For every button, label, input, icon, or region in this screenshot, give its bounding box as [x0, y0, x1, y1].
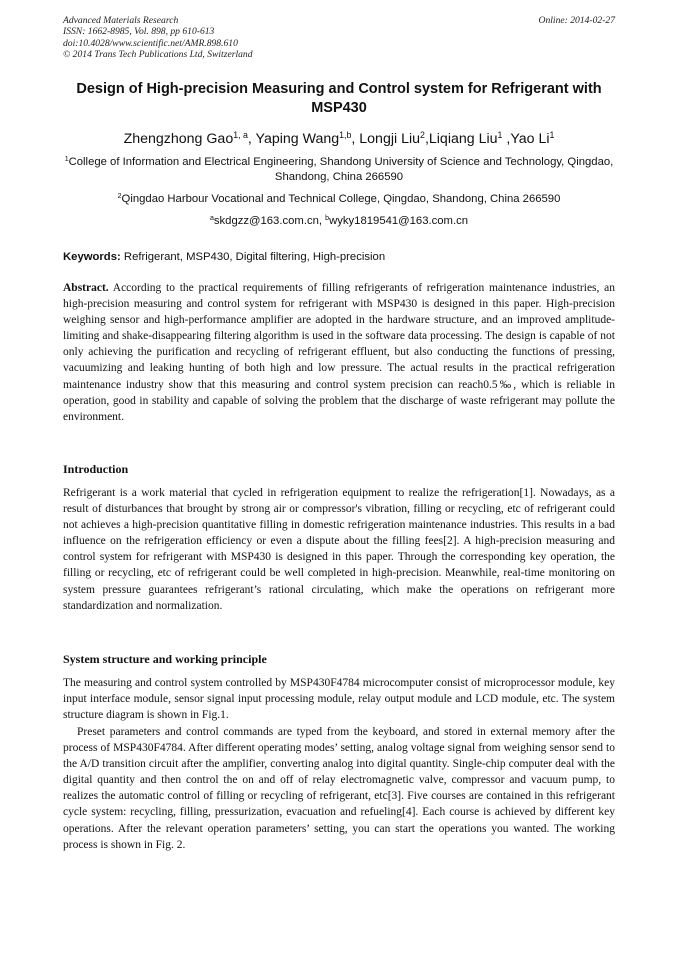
author-separator: , — [351, 131, 360, 147]
abstract — [63, 280, 615, 425]
journal-copyright: © 2014 Trans Tech Publications Ltd, Switzerland — [63, 48, 253, 60]
email-marker: a — [209, 215, 214, 223]
author-affiliation-marker: 1,b — [339, 130, 352, 141]
affiliation-marker: 2 — [117, 193, 122, 201]
author-name: Yao Li — [510, 131, 550, 147]
keywords-label: Keywords: — [63, 251, 121, 263]
journal-name: Advanced Materials Research — [63, 15, 179, 26]
author-name: Liqiang Liu — [428, 131, 498, 147]
online-date: Online: 2014-02-27 — [538, 15, 615, 26]
abstract-text: According to the practical requirements of filling refrigerants of refrigeration maintenance industries, an high-precision measuring and control system for refrigerant with MSP430 is designed in this paper. High-precision weighing sensor and high-performance amplifier are adopted in the hardware structure, and an improved amplitude-limiting and shake-disappearing filtering algorithm is used in the software data processing. The design is capable of not only achieving the purification and recycling of refrigerant effluent, but also conducting the functions of pressing, vacuumizing and leaking hunting of both high and low pressure. The actual results in the practical refrigeration maintenance industry show that this measuring and control system precision can reach0.5‰, which is reliable in operation, good in stability and capable of solving the problem that the discharge of waste refrigerant may pollute the environment. — [63, 282, 615, 423]
introduction-heading: Introduction — [63, 462, 129, 476]
author-name: Zhengzhong Gao — [123, 131, 234, 147]
affiliation-text: Qingdao Harbour Vocational and Technical College, Qingdao, Shandong, China 266590 — [121, 193, 561, 205]
author-separator: , — [424, 131, 429, 147]
system-structure-heading: System structure and working principle — [63, 652, 267, 666]
keywords-text: Refrigerant, MSP430, Digital filtering, High-precision — [120, 251, 386, 263]
keywords — [63, 250, 615, 265]
online-date-header — [539, 15, 615, 26]
paper-title: Design of High-precision Measuring and Control system for Refrigerant with MSP430 — [76, 81, 602, 116]
author-affiliation-marker: 1, a — [233, 130, 248, 141]
author-separator: , — [502, 131, 511, 147]
journal-issn: ISSN: 1662-8985, Vol. 898, pp 610-613 — [63, 26, 215, 38]
journal-doi[interactable]: doi:10.4028/www.scientific.net/AMR.898.610 — [63, 37, 238, 49]
author-name: Yaping Wang — [255, 131, 340, 147]
journal-header — [63, 15, 253, 60]
system-paragraph-2: Preset parameters and control commands are typed from the keyboard, and stored in external memory after the process of MSP430F4784. After different operating modes’ setting, analog voltage signal from weighing sensor send to the A/D transition circuit after the amplifier, converting analog into digital quantity. Single-chip computer deal with the digital quantity and then control the on and off of relay electromagnetic valve, compressor and vacuum pump, to realizes the automatic control of filling or recycling of refrigerant, etc[3]. Five courses are contained in this refrigerant cycle system: recycling, filling, pressurization, evacuation and refueling[4]. Each course is achieved by different key operations. After the relevant operation parameters’ setting, you can start the operations you wanted. The working process is shown in Fig. 2. — [63, 726, 615, 851]
email-address[interactable]: wyky1819541@163.com.cn — [329, 215, 469, 227]
email-marker: b — [325, 215, 330, 223]
introduction-paragraph: Refrigerant is a work material that cycled in refrigeration equipment to realize the refrigeration[1]. Nowadays, as a result of disturbances that brought by strong air or compressor's vibration, filling or recycling, etc of refrigerant could not achieves a high-precision quantitative filling in domestic refrigeration maintenance industries. This results in a bad influence on the refrigeration efficiency or even a dispute about the filling fees[2]. A high-precision measuring and control system for refrigerant with MSP430 is designed in this paper. Through the corresponding key operation, the filling or recycling, etc of refrigerant could be well completed in high-precision. Meanwhile, real-time monitoring on system pressure guarantees refrigerant’s rational circulating, which make the operations on refrigerant more standardization and normalization. — [63, 487, 615, 612]
affiliation-text: College of Information and Electrical Engineering, Shandong University of Science and Technology, Qingdao, Shandong, China 266590 — [68, 156, 614, 183]
email-list — [63, 214, 615, 229]
author-separator: , — [247, 131, 256, 147]
author-affiliation-marker: 1 — [549, 130, 555, 141]
affiliation-2 — [63, 192, 615, 207]
author-affiliation-marker: 1 — [497, 130, 503, 141]
email-address[interactable]: skdgzz@163.com.cn, — [213, 215, 326, 227]
author-name: Longji Liu — [359, 131, 421, 147]
abstract-label: Abstract. — [63, 282, 109, 294]
system-paragraph-1: The measuring and control system controlled by MSP430F4784 microcomputer consist of microprocessor module, key input interface module, sensor signal input processing module, relay output module and LCD module, etc. The system structure diagram is shown in Fig.1. — [63, 677, 615, 722]
affiliation-1 — [63, 155, 615, 185]
author-affiliation-marker: 2 — [420, 130, 425, 141]
affiliation-marker: 1 — [64, 156, 69, 164]
author-list — [63, 130, 615, 148]
